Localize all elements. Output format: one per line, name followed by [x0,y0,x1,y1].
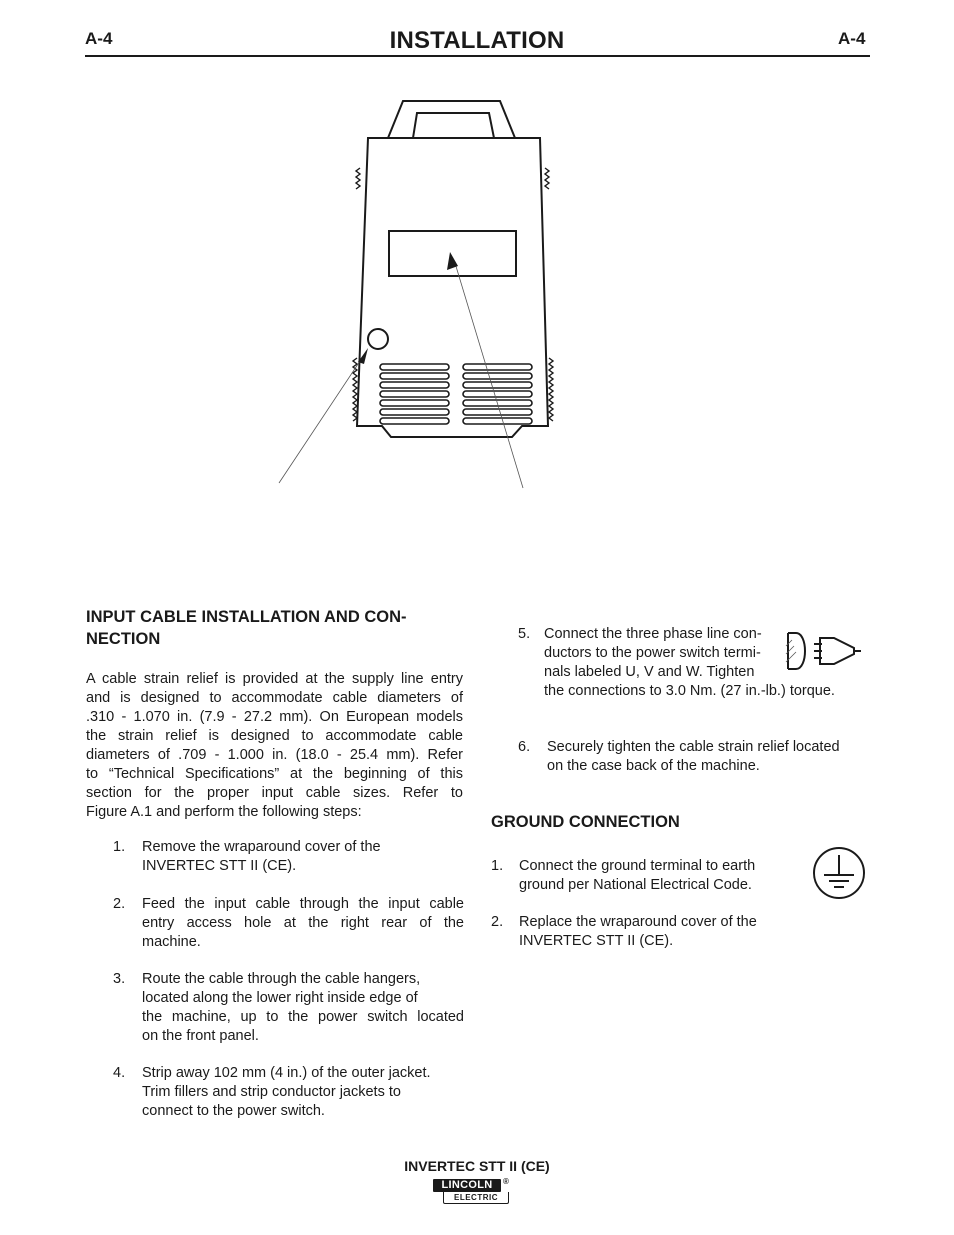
step-line: ductors to the power switch termi- [544,645,761,661]
header-rule [85,55,870,57]
step-line: Feed the input cable through the input cable [142,896,464,912]
logo-electric-text: ELECTRIC [443,1192,509,1204]
step-line: Route the cable through the cable hangers, [142,971,421,987]
step-line: Replace the wraparound cover of the [519,914,757,930]
step-number: 1. [491,858,504,874]
step-line: Connect the three phase line con- [544,626,762,642]
ground-step-1 [491,857,791,897]
logo-registered-mark: ® [503,1177,509,1186]
step-line: the connections to 3.0 Nm. (27 in.-lb.) torque. [544,683,835,699]
intro-line: section for the proper input cable sizes. Refer to [86,785,463,801]
step-number: 2. [491,914,504,930]
intro-line: diameters of .709 - 1.000 in. (18.0 - 25.4 mm). Refer [86,747,463,763]
step-line: the machine, up to the power switch located [142,1009,464,1025]
step-number: 6. [518,739,531,755]
step-number: 1. [113,839,126,855]
earth-ground-icon [812,846,866,900]
footer-model-name: INVERTEC STT II (CE) [404,1158,550,1174]
intro-line: A cable strain relief is provided at the supply line entry [86,671,463,687]
input-step-1 [113,838,465,878]
step-line: on the case back of the machine. [547,758,760,774]
step-line: Securely tighten the cable strain relief located [547,739,840,755]
step-line: Remove the wraparound cover of the [142,839,381,855]
page-title: INSTALLATION [389,27,565,54]
ground-step-2 [491,913,831,953]
step-line: connect to the power switch. [142,1103,325,1119]
step-line: Connect the ground terminal to earth [519,858,756,874]
step-line: located along the lower right inside edge of [142,990,418,1006]
intro-line: and is designed to accommodate cable diameters of [86,690,463,706]
lincoln-electric-logo [433,1179,513,1208]
input-step-3 [113,970,465,1050]
step-line: Trim fillers and strip conductor jackets to [142,1084,401,1100]
input-step-4 [113,1064,465,1124]
step-line: machine. [142,934,201,950]
step-line: entry access hole at the right rear of the [142,915,464,931]
step-line: INVERTEC STT II (CE). [142,858,297,874]
intro-line: Figure A.1 and perform the following steps: [86,804,362,820]
step-line: Strip away 102 mm (4 in.) of the outer jacket. [142,1065,431,1081]
step-line: ground per National Electrical Code. [519,877,752,893]
step-line: nals labeled U, V and W. Tighten [544,664,755,680]
step-number: 3. [113,971,126,987]
page-number-left: A-4 [85,29,113,48]
machine-figure [270,95,590,495]
input-cable-heading-line1: INPUT CABLE INSTALLATION AND CON- [86,608,407,626]
step-line: on the front panel. [142,1028,259,1044]
step-number: 2. [113,896,126,912]
step-line: INVERTEC STT II (CE). [519,933,674,949]
page-number-right: A-4 [838,29,866,48]
input-cable-heading-line2: NECTION [86,630,161,648]
ground-connection-heading: GROUND CONNECTION [491,813,680,831]
intro-line: to “Technical Specifications” at the beginning of this [86,766,463,782]
input-step-2 [113,895,465,955]
logo-lincoln-text: LINCOLN [433,1179,501,1192]
intro-line: the strain relief is designed to accommodate cable [86,728,463,744]
input-step-6 [518,738,870,778]
input-cable-heading [86,606,466,650]
step-number: 5. [518,626,531,642]
plug-icon [784,630,864,674]
intro-paragraph [86,670,463,822]
step-number: 4. [113,1065,126,1081]
intro-line: .310 - 1.070 in. (7.9 - 27.2 mm). On European models [86,709,463,725]
